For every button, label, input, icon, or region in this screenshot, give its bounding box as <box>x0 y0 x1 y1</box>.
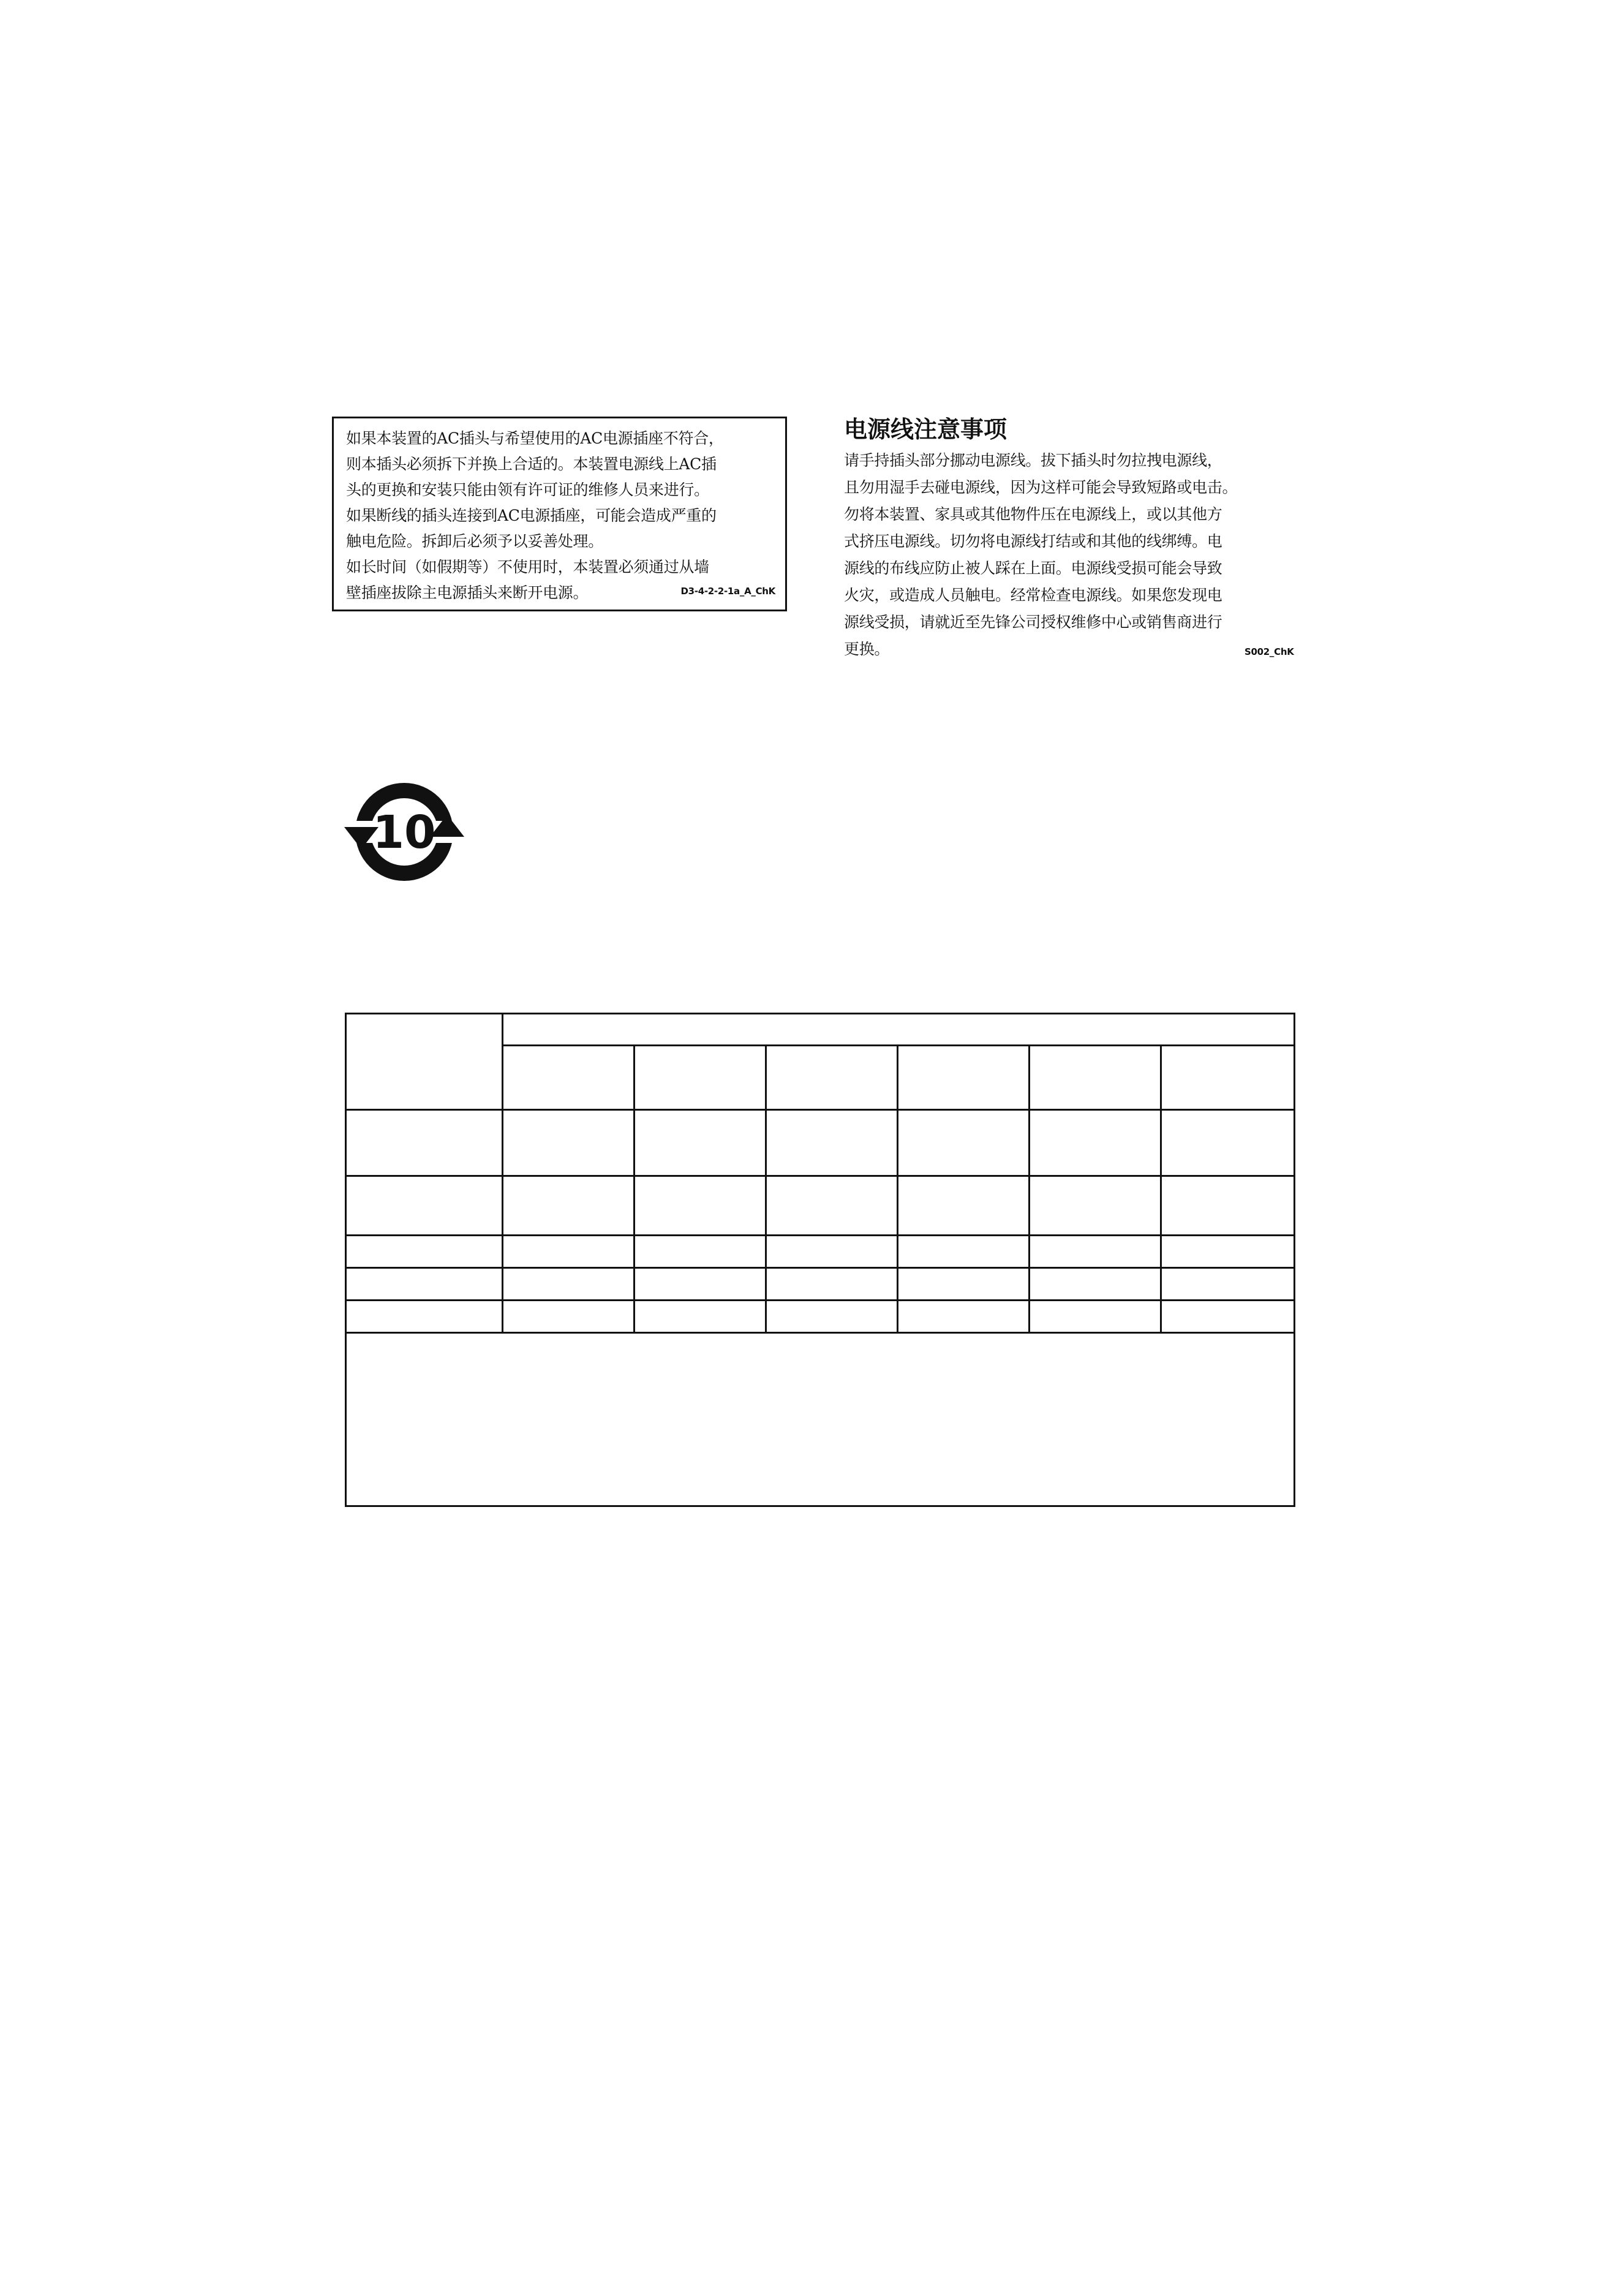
notice-line: 如长时间（如假期等）不使用时，本装置必须通过从墙 <box>346 558 709 576</box>
table-cell <box>635 1301 766 1333</box>
ac-plug-notice-box <box>332 417 787 611</box>
table-cell <box>1161 1176 1295 1236</box>
caution-line: 源线受损，请就近至先锋公司授权维修中心或销售商进行 <box>844 613 1222 631</box>
hazardous-substance-table <box>345 1013 1295 1507</box>
notice-code: D3-4-2-2-1a_A_ChK <box>680 586 775 597</box>
table-cell <box>346 1014 503 1110</box>
table-cell <box>635 1046 766 1110</box>
caution-code: S002_ChK <box>1245 646 1294 657</box>
table-row <box>346 1176 1295 1236</box>
table-cell <box>1030 1236 1161 1268</box>
table-cell <box>898 1046 1030 1110</box>
table-cell <box>766 1268 898 1301</box>
table-cell <box>1161 1046 1295 1110</box>
notice-line: 触电危险。拆卸后必须予以妥善处理。 <box>346 532 603 550</box>
table-cell <box>346 1176 503 1236</box>
table-cell <box>1030 1268 1161 1301</box>
table-cell <box>898 1268 1030 1301</box>
table-cell <box>503 1110 635 1176</box>
epup-10-year-icon <box>343 777 469 887</box>
table-cell <box>1030 1301 1161 1333</box>
table-cell <box>766 1176 898 1236</box>
table-row <box>346 1268 1295 1301</box>
table-cell <box>898 1176 1030 1236</box>
table-cell <box>635 1110 766 1176</box>
table-cell <box>346 1301 503 1333</box>
power-cord-caution <box>844 414 1297 663</box>
caution-line: 且勿用湿手去碰电源线，因为这样可能会导致短路或电击。 <box>844 478 1238 496</box>
table-cell <box>503 1176 635 1236</box>
table-cell <box>1161 1110 1295 1176</box>
table-cell <box>346 1236 503 1268</box>
table-row <box>346 1110 1295 1176</box>
table-row <box>346 1236 1295 1268</box>
notice-line: 壁插座拔除主电源插头来断开电源。 <box>346 584 589 602</box>
table-cell <box>346 1110 503 1176</box>
logo-number: 10 <box>372 806 436 859</box>
table-cell <box>503 1046 635 1110</box>
table-row <box>346 1014 1295 1046</box>
table-cell <box>503 1301 635 1333</box>
table-cell <box>503 1268 635 1301</box>
caution-line: 勿将本装置、家具或其他物件压在电源线上，或以其他方 <box>844 505 1222 523</box>
table-cell <box>766 1236 898 1268</box>
notice-line: 如果断线的插头连接到AC电源插座，可能会造成严重的 <box>346 507 717 524</box>
table-cell <box>635 1176 766 1236</box>
table-cell <box>635 1268 766 1301</box>
table-cell <box>503 1014 1295 1046</box>
table-cell <box>346 1268 503 1301</box>
table-notes-cell <box>346 1333 1295 1506</box>
notice-line: 如果本装置的AC插头与希望使用的AC电源插座不符合， <box>346 429 724 447</box>
caution-line: 式挤压电源线。切勿将电源线打结或和其他的线绑缚。电 <box>844 532 1222 550</box>
table-cell <box>766 1046 898 1110</box>
table-cell <box>1030 1176 1161 1236</box>
table-cell <box>1030 1110 1161 1176</box>
table-cell <box>1161 1301 1295 1333</box>
table-cell <box>898 1301 1030 1333</box>
notice-line: 头的更换和安装只能由领有许可证的维修人员来进行。 <box>346 481 709 499</box>
table-cell <box>766 1110 898 1176</box>
table-row <box>346 1301 1295 1333</box>
table-cell <box>1161 1236 1295 1268</box>
table-cell <box>766 1301 898 1333</box>
caution-line: 源线的布线应防止被人踩在上面。电源线受损可能会导致 <box>844 559 1222 577</box>
caution-line: 更换。 <box>844 640 890 658</box>
power-cord-title: 电源线注意事项 <box>844 416 1007 443</box>
table-cell <box>1161 1268 1295 1301</box>
table-cell <box>898 1236 1030 1268</box>
table-cell <box>898 1110 1030 1176</box>
notice-line: 则本插头必须拆下并换上合适的。本装置电源线上AC插 <box>346 455 717 473</box>
table-cell <box>1030 1046 1161 1110</box>
table-cell <box>635 1236 766 1268</box>
caution-line: 请手持插头部分挪动电源线。拔下插头时勿拉拽电源线， <box>844 451 1222 469</box>
table-cell <box>503 1236 635 1268</box>
caution-line: 火灾，或造成人员触电。经常检查电源线。如果您发现电 <box>844 586 1222 604</box>
table-row <box>346 1333 1295 1506</box>
